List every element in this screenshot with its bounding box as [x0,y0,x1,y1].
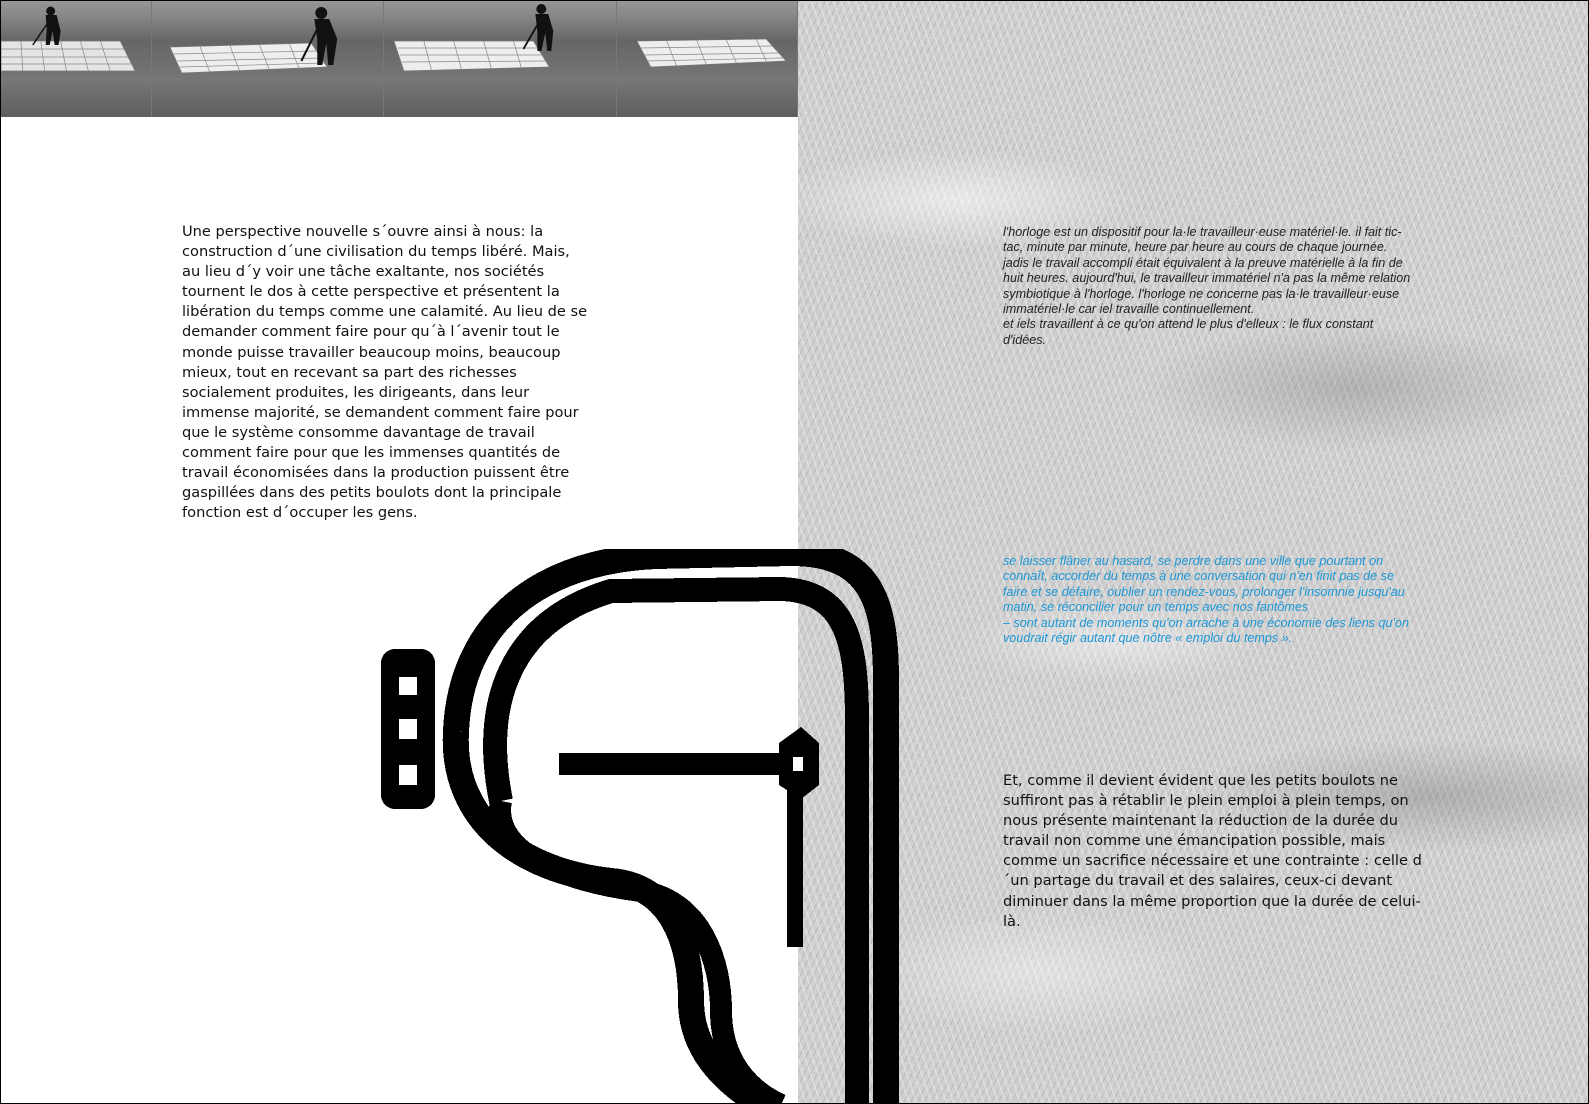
melting-clock-icon [375,549,905,1104]
photo-frame [384,1,617,117]
body-paragraph: Et, comme il devient évident que les petits boulots ne suffiront pas à rétablir le plein emploi à plein temps, on nous présente maintenant la réduction de la durée du travail non comme une émancipation possible, mais comme un sacrifice nécessaire et une contrainte : celle d´un partage du travail et des salaires, ceux-ci devant diminuer dans la même proportion que la durée de celui-là. [1003,772,1422,930]
photo-frame [1,1,152,117]
quote-blue: se laisser flâner au hasard, se perdre dans une ville que pourtant on connaît, accorder du temps à une conversation qui n'en finit pas de se faire et se défaire, oublier un rendez-vous, prolonger l'insomnie jusqu'au matin, se réconcilier pour un temps avec nos fantômes – sont autant de moments qu'on arrache à une économie des liens qu'on voudrait régir autant que nôtre « emploi du temps ». [1003,554,1409,646]
photo-frame [617,1,798,117]
quote-black: l'horloge est un dispositif pour la·le travailleur·euse matériel·le. il fait tic-tac, minute par minute, heure par heure au cours de chaque journée. jadis le travail accompli était équivalent à la preuve matérielle à la fin de huit heures. aujourd'hui, le travailleur immatériel n'a pas la même relation symbiotique à l'horloge. l'horloge ne concerne pas la·le travailleur·euse immatériel·le car iel travaille continuellement. et iels travaillent à ce qu'on attend le plus d'elleux : le flux constant d'idées. [1003,225,1411,347]
photo-strip [1,1,798,117]
main-paragraph: Une perspective nouvelle s´ouvre ainsi à nous: la construction d´une civilisation du temps libéré. Mais, au lieu d´y voir une tâche exaltante, nos sociétés tournent le dos à cette perspective et présentent la libération du temps comme une calamité. Au lieu de se demander comment faire pour qu´à l´avenir tout le monde puisse travailler beaucoup moins, beaucoup mieux, tout en recevant sa part des richesses socialement produites, les dirigeants, dans leur immense majorité, se demandent comment faire pour que le système consomme davantage de travail comment faire pour que les immenses quantités de travail économisées dans la production puissent être gaspillées dans des petits boulots dont la principale fonction est d´occuper les gens. [182,223,588,522]
photo-frame [152,1,384,117]
grass-background-image [798,1,1589,1104]
